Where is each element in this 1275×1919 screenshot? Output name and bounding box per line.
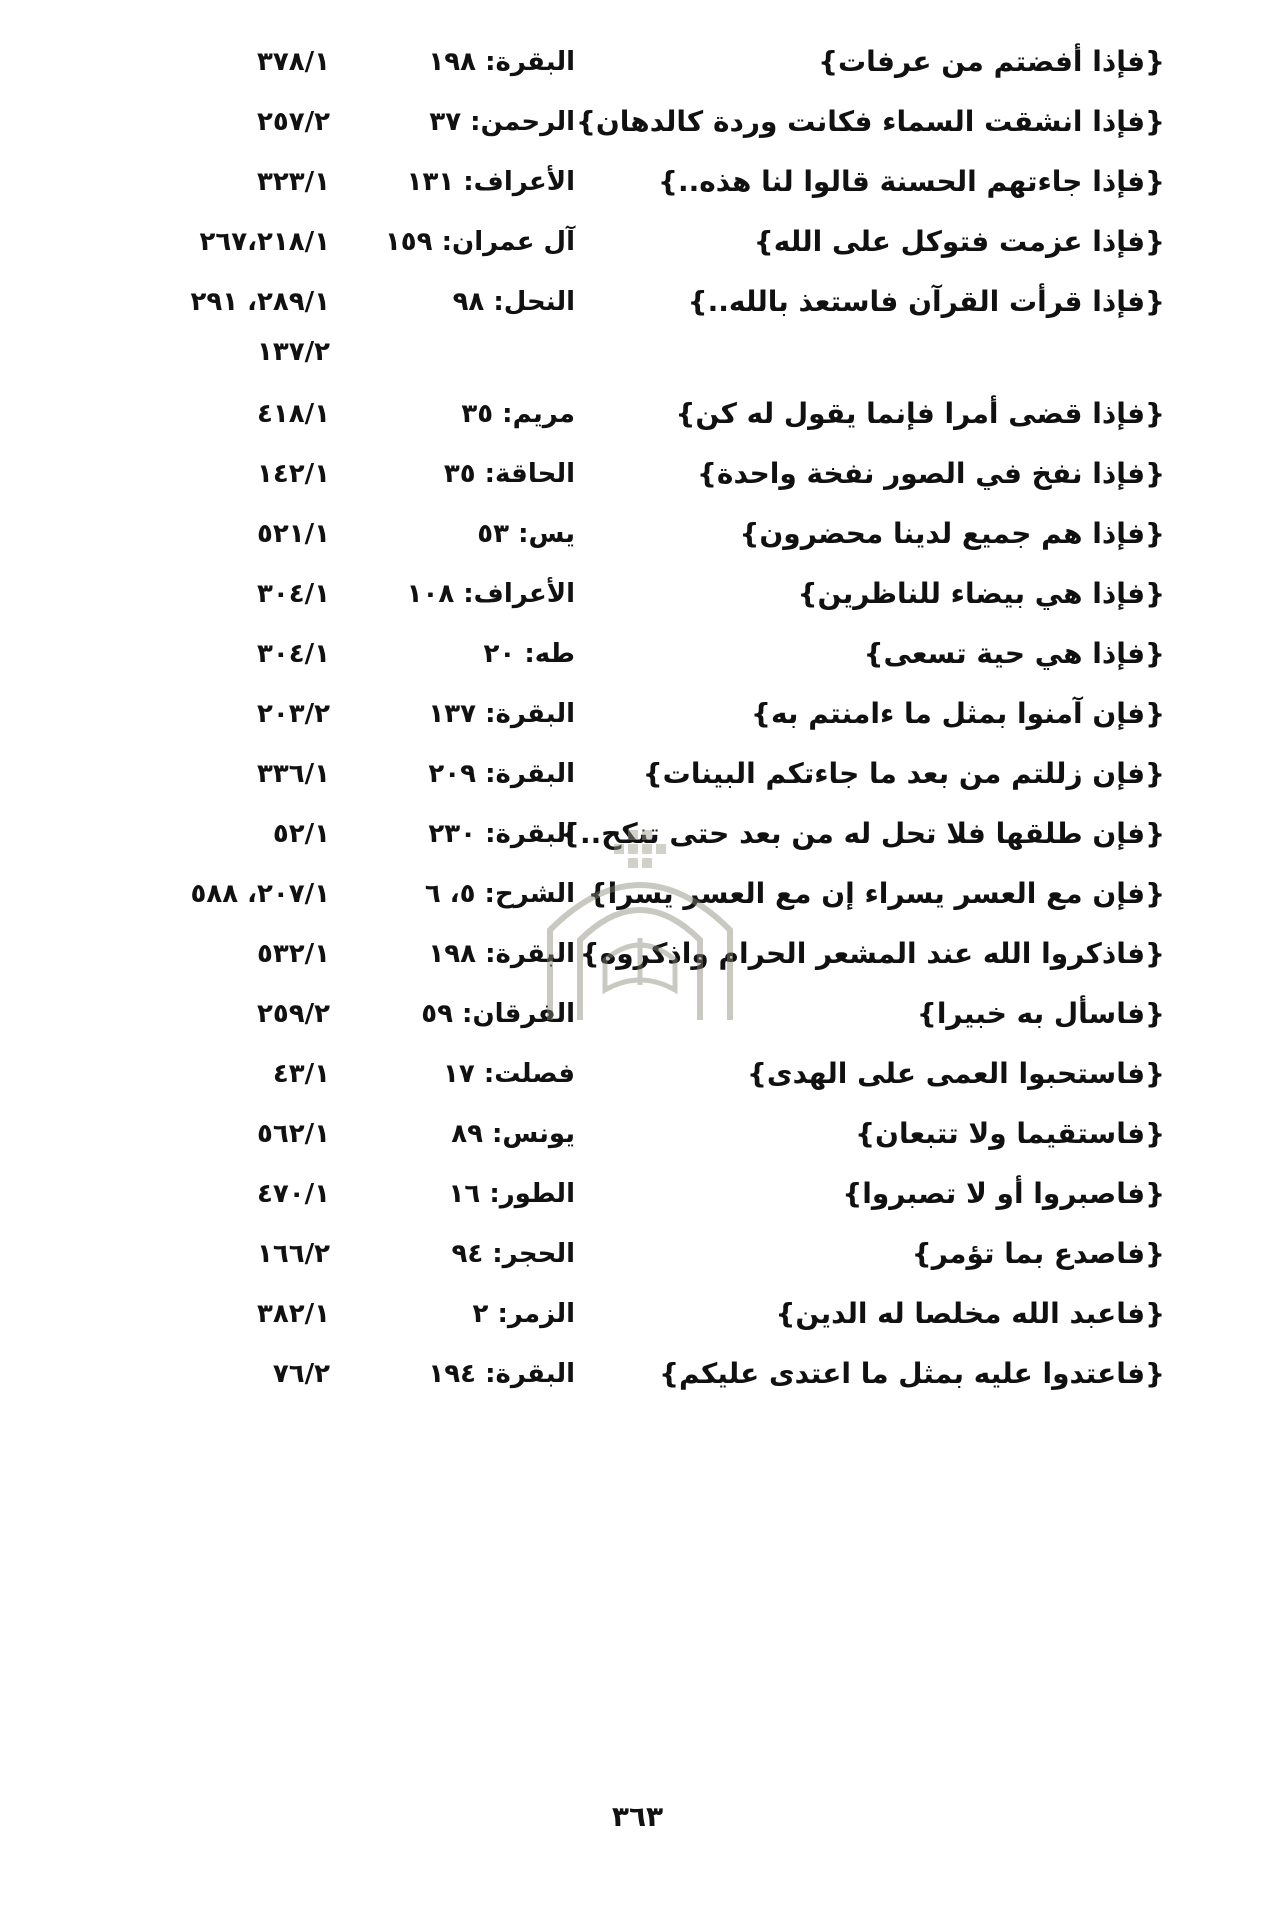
verse-text: {فإن زللتم من بعد ما جاءتكم البينات} (642, 757, 1165, 790)
verse-text: {فإذا انشقت السماء فكانت وردة كالدهان} (575, 105, 1165, 138)
page-reference: ٢٠٣/٢ (257, 699, 330, 729)
surah-reference: الشرح: ٥، ٦ (424, 879, 575, 909)
page-reference: ٢٥٧/٢ (257, 107, 330, 137)
verse-text: {فإذا هي بيضاء للناظرين} (797, 577, 1165, 610)
surah-reference: البقرة: ٢٣٠ (428, 819, 575, 849)
page-reference: ٣٢٣/١ (257, 167, 330, 197)
page-reference: ٣٣٦/١ (257, 759, 330, 789)
page-reference: ٣٨٢/١ (257, 1299, 330, 1329)
page-reference: ٥٦٢/١ (257, 1119, 330, 1149)
index-entry (0, 752, 1275, 812)
index-entry (0, 40, 1275, 100)
surah-reference: الأعراف: ١٣١ (406, 167, 575, 197)
page-reference: ٢٨٩/١، ٢٩١ (190, 287, 330, 317)
index-entry (0, 392, 1275, 452)
index-entry (0, 1172, 1275, 1232)
page-reference: ٤٣/١ (272, 1059, 330, 1089)
page-reference: ٥٣٢/١ (257, 939, 330, 969)
surah-reference: مريم: ٣٥ (461, 399, 575, 429)
page-reference: ٤١٨/١ (257, 399, 330, 429)
verse-text: {فإذا أفضتم من عرفات} (818, 45, 1165, 78)
verse-text: {فإذا هي حية تسعى} (863, 637, 1165, 670)
page-reference: ٥٢١/١ (257, 519, 330, 549)
page-reference: ٤٧٠/١ (257, 1179, 330, 1209)
index-entry (0, 632, 1275, 692)
page-reference: ٥٢/١ (272, 819, 330, 849)
index-entry (0, 1052, 1275, 1112)
page-reference: ٣٧٨/١ (257, 47, 330, 77)
verse-text: {فإن آمنوا بمثل ما ءامنتم به} (751, 697, 1165, 730)
verse-text: {فإذا هم جميع لدينا محضرون} (739, 517, 1165, 550)
surah-reference: البقرة: ٢٠٩ (428, 759, 575, 789)
index-entry (0, 1112, 1275, 1172)
index-entry (0, 692, 1275, 752)
verse-text: {فإن طلقها فلا تحل له من بعد حتى تنكح..} (560, 817, 1165, 850)
verse-text: {فاستقيما ولا تتبعان} (855, 1117, 1165, 1150)
index-entry (0, 280, 1275, 367)
page-reference: ١٤٢/١ (257, 459, 330, 489)
verse-text: {فاصدع بما تؤمر} (911, 1237, 1165, 1270)
page-reference-continued: ١٣٧/٢ (257, 337, 330, 367)
index-entry (0, 572, 1275, 632)
surah-reference: الحاقة: ٣٥ (443, 459, 575, 489)
verse-text: {فاعبد الله مخلصا له الدين} (775, 1297, 1165, 1330)
verse-text: {فاستحبوا العمى على الهدى} (746, 1057, 1165, 1090)
verse-text: {فاسأل به خبيرا} (916, 997, 1165, 1030)
surah-reference: البقرة: ١٩٤ (428, 1359, 575, 1389)
surah-reference: آل عمران: ١٥٩ (384, 227, 575, 257)
page-reference: ٣٠٤/١ (257, 579, 330, 609)
surah-reference: فصلت: ١٧ (443, 1059, 575, 1089)
surah-reference: الحجر: ٩٤ (451, 1239, 575, 1269)
surah-reference: البقرة: ١٩٨ (428, 47, 575, 77)
verse-text: {فإذا قرأت القرآن فاستعذ بالله..} (687, 285, 1165, 318)
surah-reference: الأعراف: ١٠٨ (406, 579, 575, 609)
index-entry (0, 220, 1275, 280)
surah-reference: يس: ٥٣ (477, 519, 575, 549)
verse-text: {فإذا قضى أمرا فإنما يقول له كن} (675, 397, 1165, 430)
page-reference: ١٦٦/٢ (257, 1239, 330, 1269)
surah-reference: يونس: ٨٩ (451, 1119, 575, 1149)
index-entry (0, 1352, 1275, 1412)
surah-reference: النحل: ٩٨ (452, 287, 575, 317)
surah-reference: الطور: ١٦ (448, 1179, 575, 1209)
verse-text: {فإن مع العسر يسراء إن مع العسر يسرا} (587, 877, 1165, 910)
surah-reference: الفرقان: ٥٩ (421, 999, 575, 1029)
verse-text: {فإذا جاءتهم الحسنة قالوا لنا هذه..} (658, 165, 1165, 198)
page-reference: ٣٠٤/١ (257, 639, 330, 669)
verse-text: {فإذا نفخ في الصور نفخة واحدة} (696, 457, 1165, 490)
page-reference: ٧٦/٢ (272, 1359, 330, 1389)
page-reference: ٢٥٩/٢ (257, 999, 330, 1029)
surah-reference: طه: ٢٠ (483, 639, 575, 669)
index-entry (0, 160, 1275, 220)
index-entry (0, 512, 1275, 572)
index-entry (0, 452, 1275, 512)
watermark-logo-icon (510, 820, 770, 1050)
surah-reference: البقرة: ١٣٧ (428, 699, 575, 729)
page-number: ٣٦٣ (611, 1800, 664, 1833)
index-entry (0, 1232, 1275, 1292)
page-reference: ٢٦٧،٢١٨/١ (199, 227, 330, 257)
verse-text: {فإذا عزمت فتوكل على الله} (753, 225, 1165, 258)
verse-text: {فاصبروا أو لا تصبروا} (842, 1177, 1165, 1210)
surah-reference: الزمر: ٢ (472, 1299, 575, 1329)
surah-reference: الرحمن: ٣٧ (429, 107, 575, 137)
surah-reference: البقرة: ١٩٨ (428, 939, 575, 969)
verse-text: {فاذكروا الله عند المشعر الحرام واذكروه} (579, 937, 1165, 970)
page-reference: ٢٠٧/١، ٥٨٨ (190, 879, 330, 909)
index-entry (0, 1292, 1275, 1352)
verse-text: {فاعتدوا عليه بمثل ما اعتدى عليكم} (659, 1357, 1165, 1390)
index-entry (0, 100, 1275, 160)
